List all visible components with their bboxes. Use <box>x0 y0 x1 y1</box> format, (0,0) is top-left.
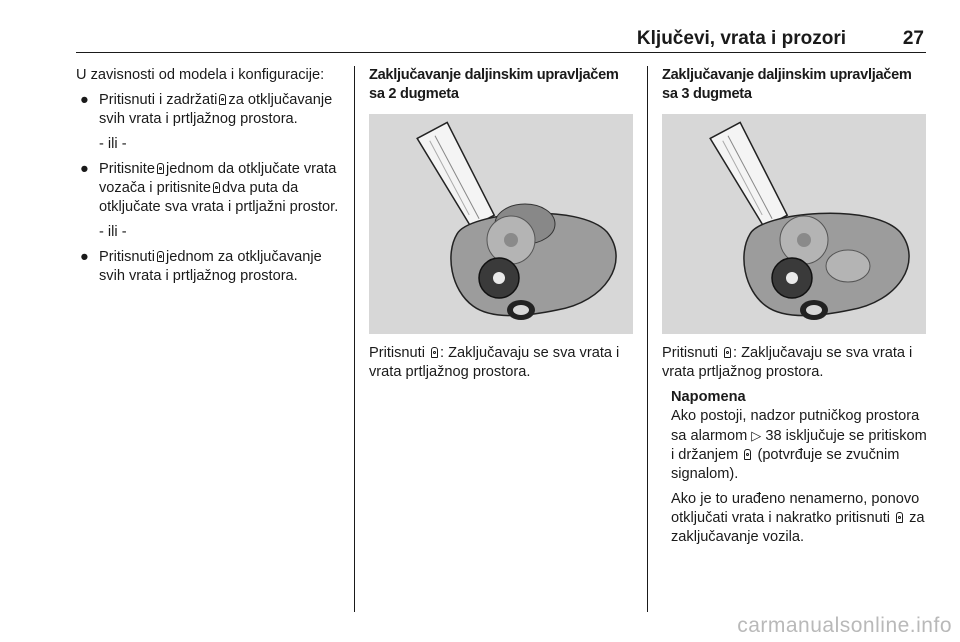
note-text: isključuje se pritiskom i držanjem <box>671 428 927 463</box>
page-number: 27 <box>902 28 924 49</box>
caption-text: : Zaključavaju se sva vrata i vrata prtljažnog prostora. <box>662 345 913 380</box>
bullet-text: Pritisnuti i zadržati <box>99 92 218 108</box>
bullet-item <box>76 248 348 286</box>
note-paragraph <box>671 490 930 547</box>
bullet-dot: ● <box>80 92 89 108</box>
arrow-ref-icon: ▷ <box>751 428 762 443</box>
bullet-text: dva puta da otključate sva vrata i prtljažni prostor. <box>99 180 339 215</box>
caption <box>369 344 633 382</box>
page-title: Ključevi, vrata i prozori <box>636 28 846 49</box>
lock-icon <box>431 347 438 358</box>
note-text: Ako je to urađeno nenamerno, ponovo otključati vrata i nakratko pritisnuti <box>671 491 920 526</box>
watermark: carmanualsonline.info <box>737 614 952 637</box>
unlock-icon <box>213 182 220 193</box>
column-divider <box>647 66 648 612</box>
bullet-dot: ● <box>80 249 89 265</box>
caption-text: : Zaključavaju se sva vrata i vrata prtljažnog prostora. <box>369 345 620 380</box>
section-heading: Zaključavanje daljinskim upravljačem sa 2 dugmeta <box>369 67 619 102</box>
column-3-button-remote <box>662 66 930 547</box>
note-text: Ako postoji, nadzor putničkog prostora sa alarmom <box>671 408 920 444</box>
intro-text: U zavisnosti od modela i konfiguracije: <box>76 67 325 83</box>
or-separator: - ili - <box>99 224 127 240</box>
bullet-text: jednom da otključate vrata vozača i pritisnite <box>99 161 337 196</box>
caption-text: Pritisnuti <box>662 345 718 361</box>
unlock-icon <box>219 94 226 105</box>
lock-icon <box>896 512 903 523</box>
unlock-icon <box>157 163 164 174</box>
column-2-button-remote <box>369 66 633 382</box>
page-header <box>76 28 926 53</box>
caption-text: Pritisnuti <box>369 345 425 361</box>
bullet-text: Pritisnite <box>99 161 155 177</box>
bullet-dot: ● <box>80 161 89 177</box>
column-divider <box>354 66 355 612</box>
note-text: (potvrđuje se zvučnim signalom). <box>671 447 900 482</box>
lock-icon <box>724 347 731 358</box>
lock-icon <box>744 449 751 460</box>
note-heading: Napomena <box>671 389 746 405</box>
bullet-item <box>76 160 348 217</box>
or-separator: - ili - <box>99 136 127 152</box>
note-box <box>662 388 930 547</box>
page-reference[interactable]: 38 <box>765 428 782 444</box>
unlock-icon <box>157 251 164 262</box>
bullet-text: Pritisnuti <box>99 249 155 265</box>
note-paragraph <box>671 407 930 484</box>
remote-key-3-button-illustration <box>662 114 926 334</box>
bullet-text: za otključavanje svih vrata i prtljažnog prostora. <box>99 92 333 127</box>
caption <box>662 344 930 382</box>
column-unlocking <box>76 66 348 286</box>
bullet-item <box>76 91 348 129</box>
bullet-text: jednom za otključavanje svih vrata i prtljažnog prostora. <box>99 249 322 284</box>
section-heading: Zaključavanje daljinskim upravljačem sa 3 dugmeta <box>662 67 912 102</box>
remote-key-2-button-illustration <box>369 114 633 334</box>
note-text: za zaključavanje vozila. <box>671 510 925 545</box>
